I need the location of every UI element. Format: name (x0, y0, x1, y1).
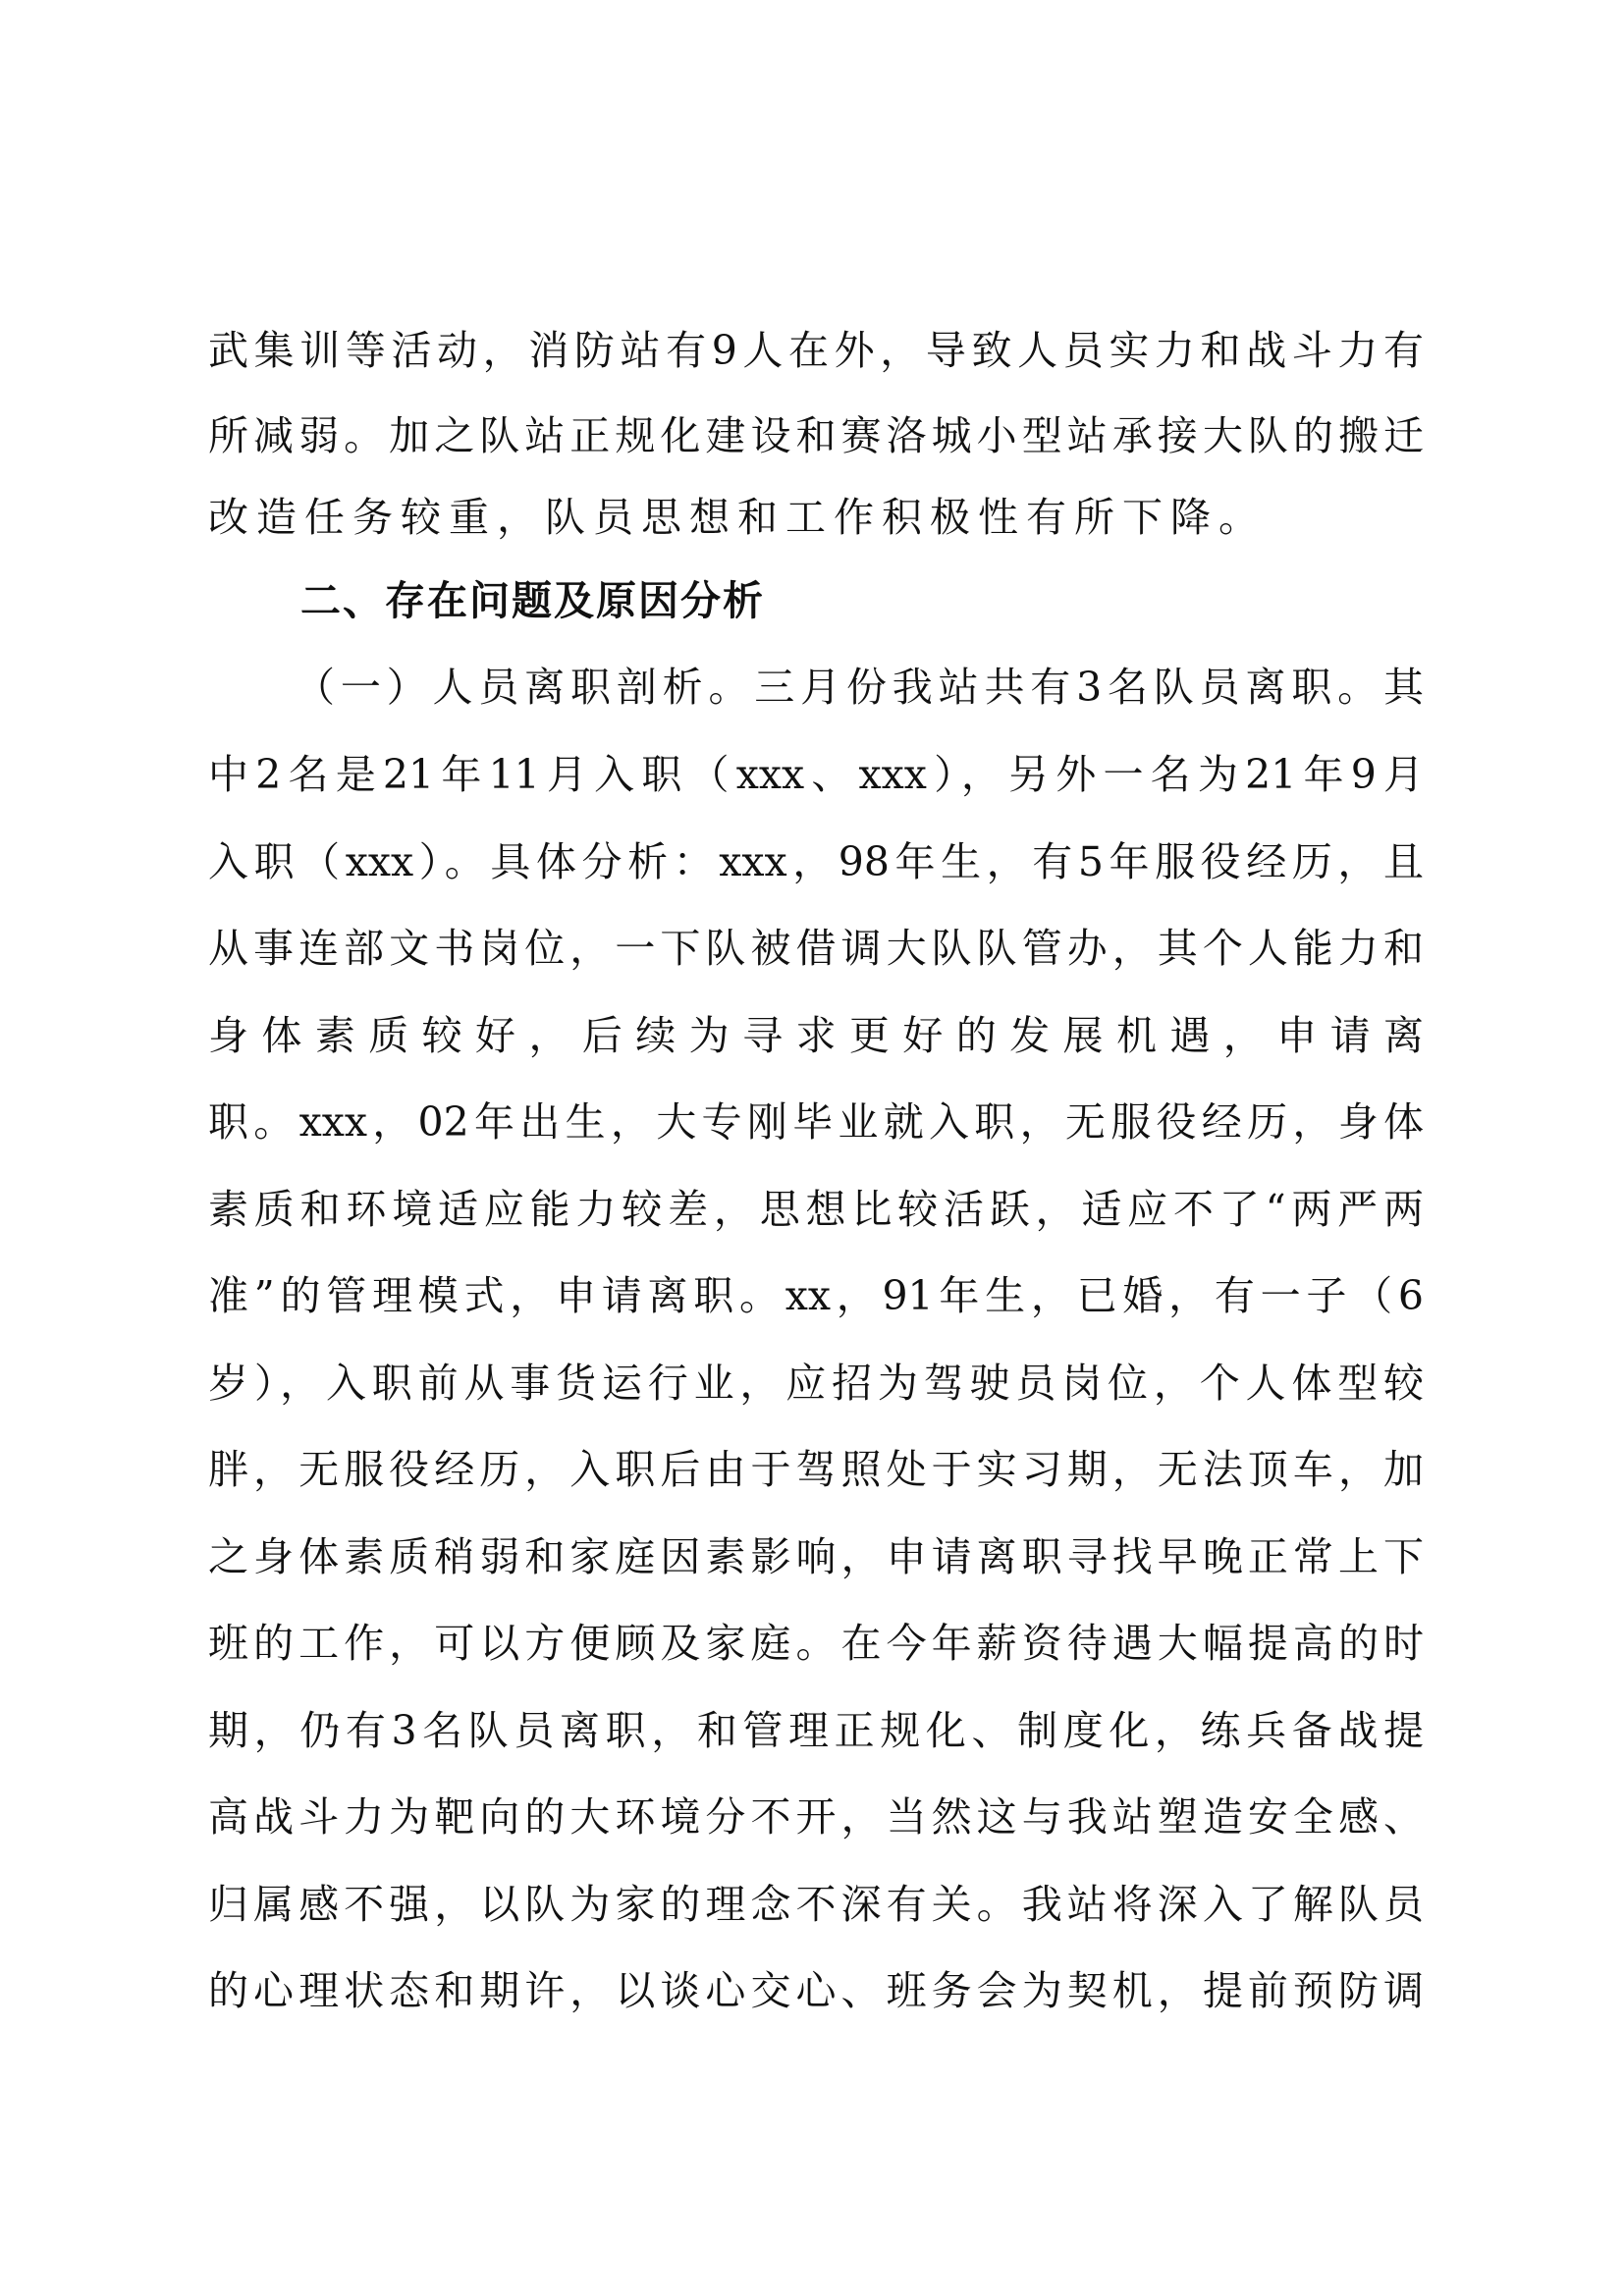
body-text-line: 所减弱。加之队站正规化建设和赛洛城小型站承接大队的搬迁 (208, 412, 1424, 459)
body-text-line: 期，仍有3名队员离职，和管理正规化、制度化，练兵备战提 (208, 1707, 1424, 1754)
body-text-line: 岁），入职前从事货运行业，应招为驾驶员岗位，个人体型较 (208, 1360, 1424, 1407)
body-text-line: 素质和环境适应能力较差，思想比较活跃，适应不了“两严两 (208, 1186, 1424, 1233)
body-text-line: 之身体素质稍弱和家庭因素影响，申请离职寻找早晚正常上下 (208, 1533, 1424, 1580)
body-text-line: 班的工作，可以方便顾及家庭。在今年薪资待遇大幅提高的时 (208, 1620, 1424, 1667)
body-text-line: 中2名是21年11月入职（xxx、xxx），另外一名为21年9月 (208, 751, 1424, 798)
section-heading: 二、存在问题及原因分析 (300, 577, 765, 624)
body-text-line: 武集训等活动，消防站有9人在外，导致人员实力和战斗力有 (208, 327, 1424, 374)
body-text-line: 职。xxx，02年出生，大专刚毕业就入职，无服役经历，身体 (208, 1098, 1424, 1146)
body-text-line: 高战斗力为靶向的大环境分不开，当然这与我站塑造安全感、 (208, 1793, 1424, 1841)
body-text-line: （一）人员离职剖析。三月份我站共有3名队员离职。其 (295, 664, 1424, 711)
body-text-line: 的心理状态和期许，以谈心交心、班务会为契机，提前预防调 (208, 1967, 1424, 2014)
body-text-line: 身体素质较好，后续为寻求更好的发展机遇，申请离 (208, 1012, 1424, 1059)
body-text-line: 入职（xxx）。具体分析：xxx，98年生，有5年服役经历，且 (208, 838, 1424, 885)
body-text-line: 从事连部文书岗位，一下队被借调大队队管办，其个人能力和 (208, 925, 1424, 972)
body-text-line: 改造任务较重，队员思想和工作积极性有所下降。 (208, 494, 1267, 541)
body-text-line: 胖，无服役经历，入职后由于驾照处于实习期，无法顶车，加 (208, 1446, 1424, 1493)
body-text-line: 准”的管理模式，申请离职。xx，91年生，已婚，有一子（6 (208, 1272, 1424, 1319)
body-text-line: 归属感不强，以队为家的理念不深有关。我站将深入了解队员 (208, 1881, 1424, 1928)
